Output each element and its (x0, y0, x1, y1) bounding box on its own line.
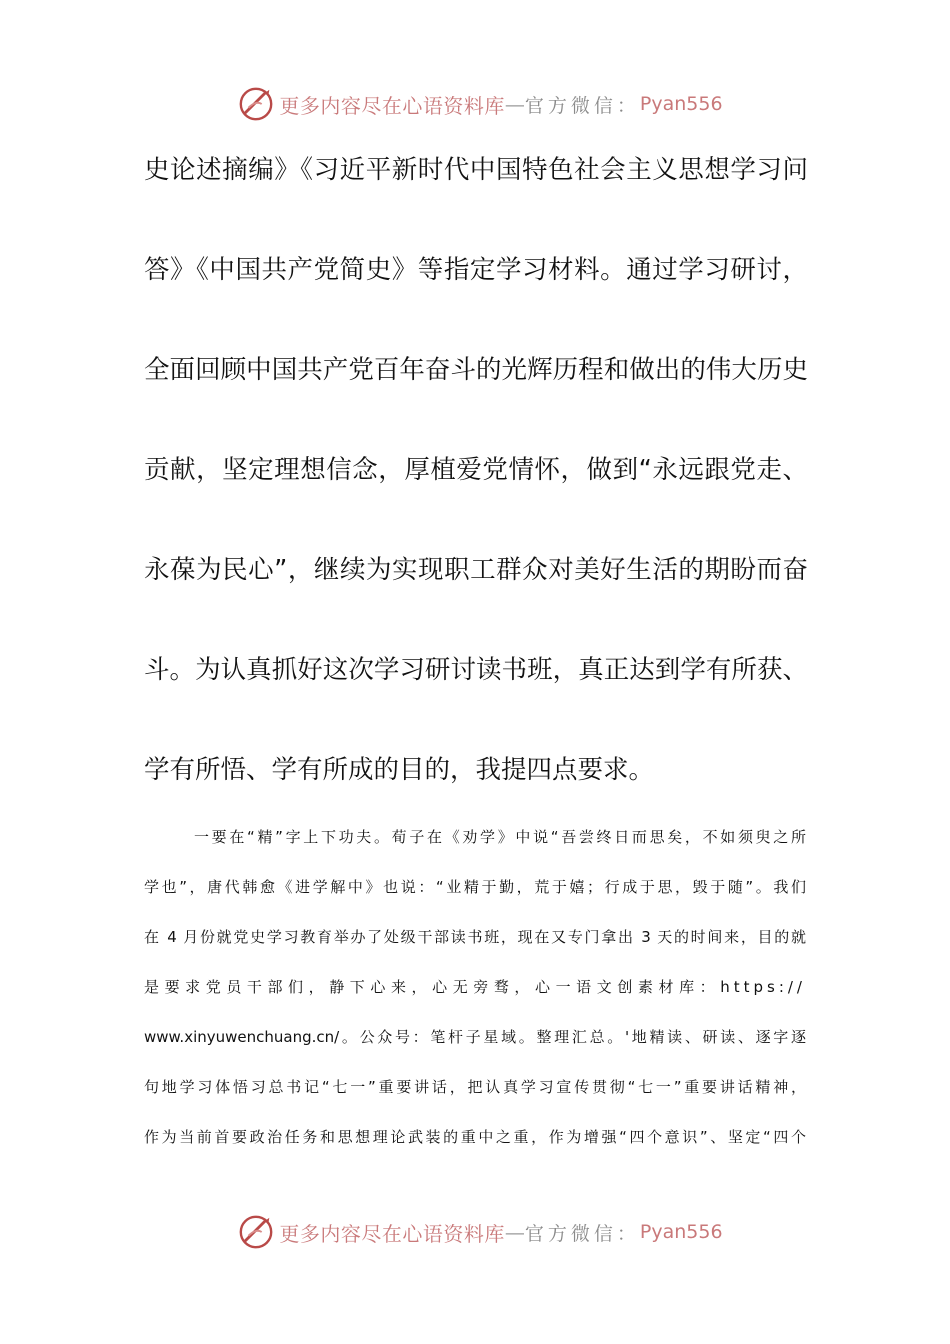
banner-title: 更多内容尽在心语资料库 (279, 93, 505, 118)
banner-title: 更多内容尽在心语资料库 (279, 1221, 505, 1246)
banner-wechat-label: 官方微信： (524, 1222, 640, 1245)
text-line: www.xinyuwenchuang.cn/。公众号：笔杆子星域。整理汇总。'地精读、研读、逐字逐 (144, 1028, 806, 1046)
text-line: 学也”，唐代韩愈《进学解中》也说：“业精于勤，荒于嬉；行成于思，毁于随”。我们 (144, 878, 806, 896)
banner-separator: — (504, 1220, 525, 1244)
banner-content (237, 1213, 722, 1251)
banner-wechat-label: 官方微信： (524, 94, 640, 117)
second-paragraph (144, 812, 806, 1162)
main-paragraph (144, 120, 808, 820)
banner-content (237, 85, 722, 123)
pen-logo-icon (237, 1213, 275, 1251)
text-line: 斗。为认真抓好这次学习研讨读书班，真正达到学有所获、 (144, 655, 808, 685)
pen-logo-icon (237, 85, 275, 123)
text-line: 贡献，坚定理想信念，厚植爱党情怀，做到“永远跟党走、 (144, 455, 808, 485)
text-line: 永葆为民心”，继续为实现职工群众对美好生活的期盼而奋 (144, 555, 808, 585)
banner-wechat-id: Pyan556 (639, 1221, 723, 1243)
text-line: 是要求党员干部们，静下心来，心无旁骛，心一语文创素材库：https:// (144, 978, 806, 996)
text-line: 句地学习体悟习总书记“七一”重要讲话，把认真学习宣传贯彻“七一”重要讲话精神， (144, 1078, 806, 1096)
text-line: 学有所悟、学有所成的目的，我提四点要求。 (144, 755, 655, 785)
text-line: 作为当前首要政治任务和思想理论武装的重中之重，作为增强“四个意识”、坚定“四个 (144, 1128, 806, 1146)
text-line: 在 4 月份就党史学习教育举办了处级干部读书班，现在又专门拿出 3 天的时间来，目的就 (144, 928, 806, 946)
text-line: 一要在“精”字上下功夫。荀子在《劝学》中说“吾尝终日而思矣，不如须臾之所 (194, 828, 806, 846)
banner-separator: — (504, 92, 525, 116)
text-line: 全面回顾中国共产党百年奋斗的光辉历程和做出的伟大历史 (144, 355, 808, 385)
footer-banner (0, 1208, 950, 1256)
text-line: 答》《中国共产党简史》等指定学习材料。通过学习研讨， (144, 255, 808, 285)
text-line: 史论述摘编》《习近平新时代中国特色社会主义思想学习问 (144, 155, 808, 185)
banner-wechat-id: Pyan556 (639, 93, 723, 115)
